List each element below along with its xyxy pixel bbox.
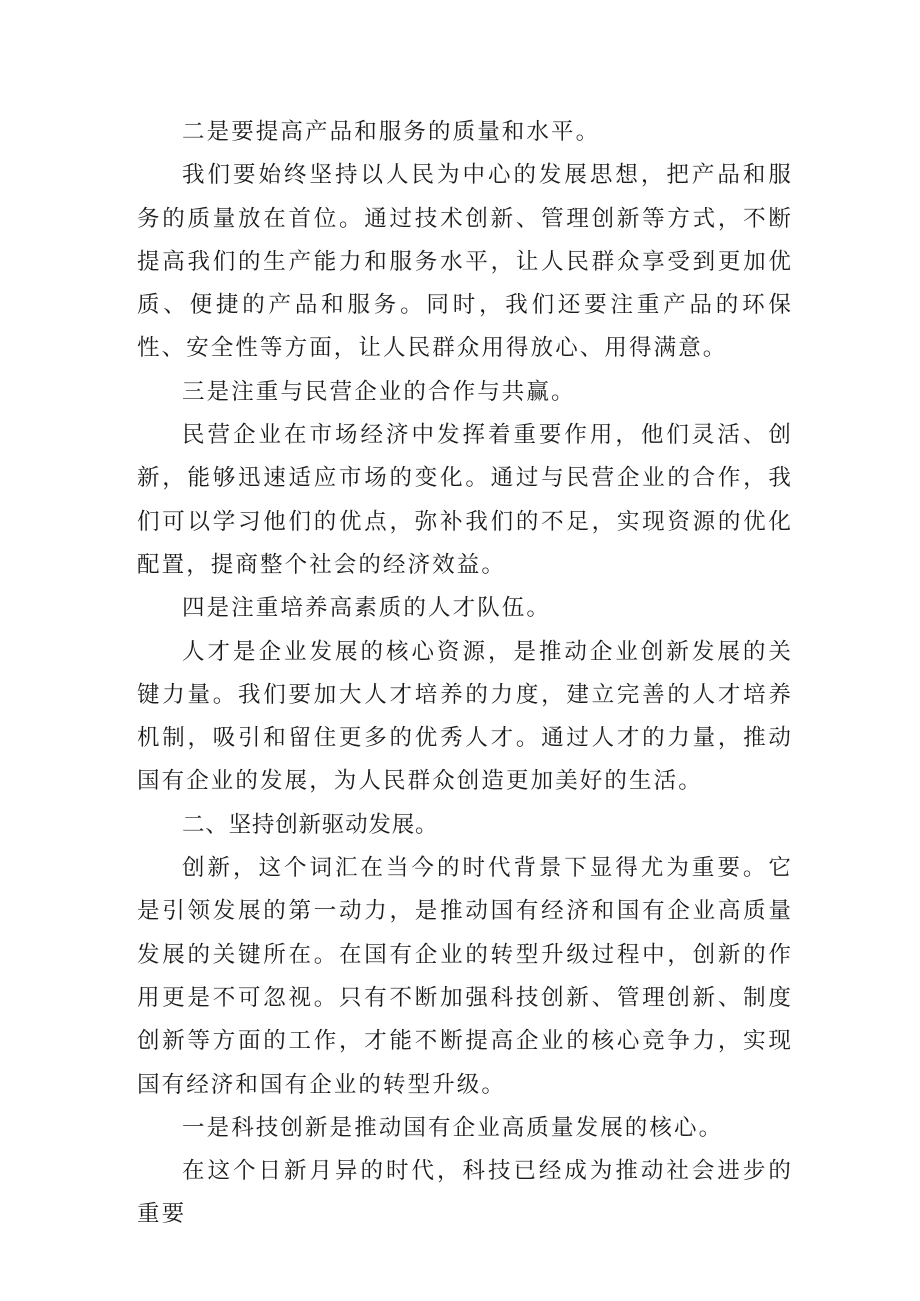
paragraph-talent: 人才是企业发展的核心资源，是推动企业创新发展的关键力量。我们要加大人才培养的力度，建立完善的人才培养机制，吸引和留住更多的优秀人才。通过人才的力量，推动国有企业的发展，为人民群众创造更加美好的生活。 <box>137 638 793 795</box>
subheading-private-cooperation: 三是注重与民营企业的合作与共赢。 <box>182 378 576 405</box>
paragraph-innovation: 创新，这个词汇在当今的时代背景下显得尤为重要。它是引领发展的第一动力，是推动国有经济和国有企业高质量发展的关键所在。在国有企业的转型升级过程中，创新的作用更是不可忽视。只有不断加强科技创新、管理创新、制度创新等方面的工作，才能不断提高企业的核心竞争力，实现国有经济和国有企业的转型升级。 <box>137 855 793 1098</box>
subheading-talent: 四是注重培养高素质的人才队伍。 <box>182 595 552 622</box>
section-heading-innovation: 二、坚持创新驱动发展。 <box>182 811 439 838</box>
paragraph-tech-innovation: 在这个日新月异的时代，科技已经成为推动社会进步的重要 <box>137 1158 793 1228</box>
paragraph-private-cooperation: 民营企业在市场经济中发挥着重要作用，他们灵活、创新，能够迅速适应市场的变化。通过与民营企业的合作，我们可以学习他们的优点，弥补我们的不足，实现资源的优化配置，提商整个社会的经济效益。 <box>137 422 793 578</box>
subheading-quality: 二是要提高产品和服务的质量和水平。 <box>182 119 601 145</box>
paragraph-quality: 我们要始终坚持以人民为中心的发展思想，把产品和服务的质量放在首位。通过技术创新、管理创新等方式，不断提高我们的生产能力和服务水平，让人民群众享受到更加优质、便捷的产品和服务。同时，我们还要注重产品的环保性、安全性等方面，让人民群众用得放心、用得满意。 <box>137 162 793 362</box>
document-body <box>137 111 793 1237</box>
subheading-tech-innovation: 一是科技创新是推动国有企业高质量发展的核心。 <box>182 1114 724 1141</box>
